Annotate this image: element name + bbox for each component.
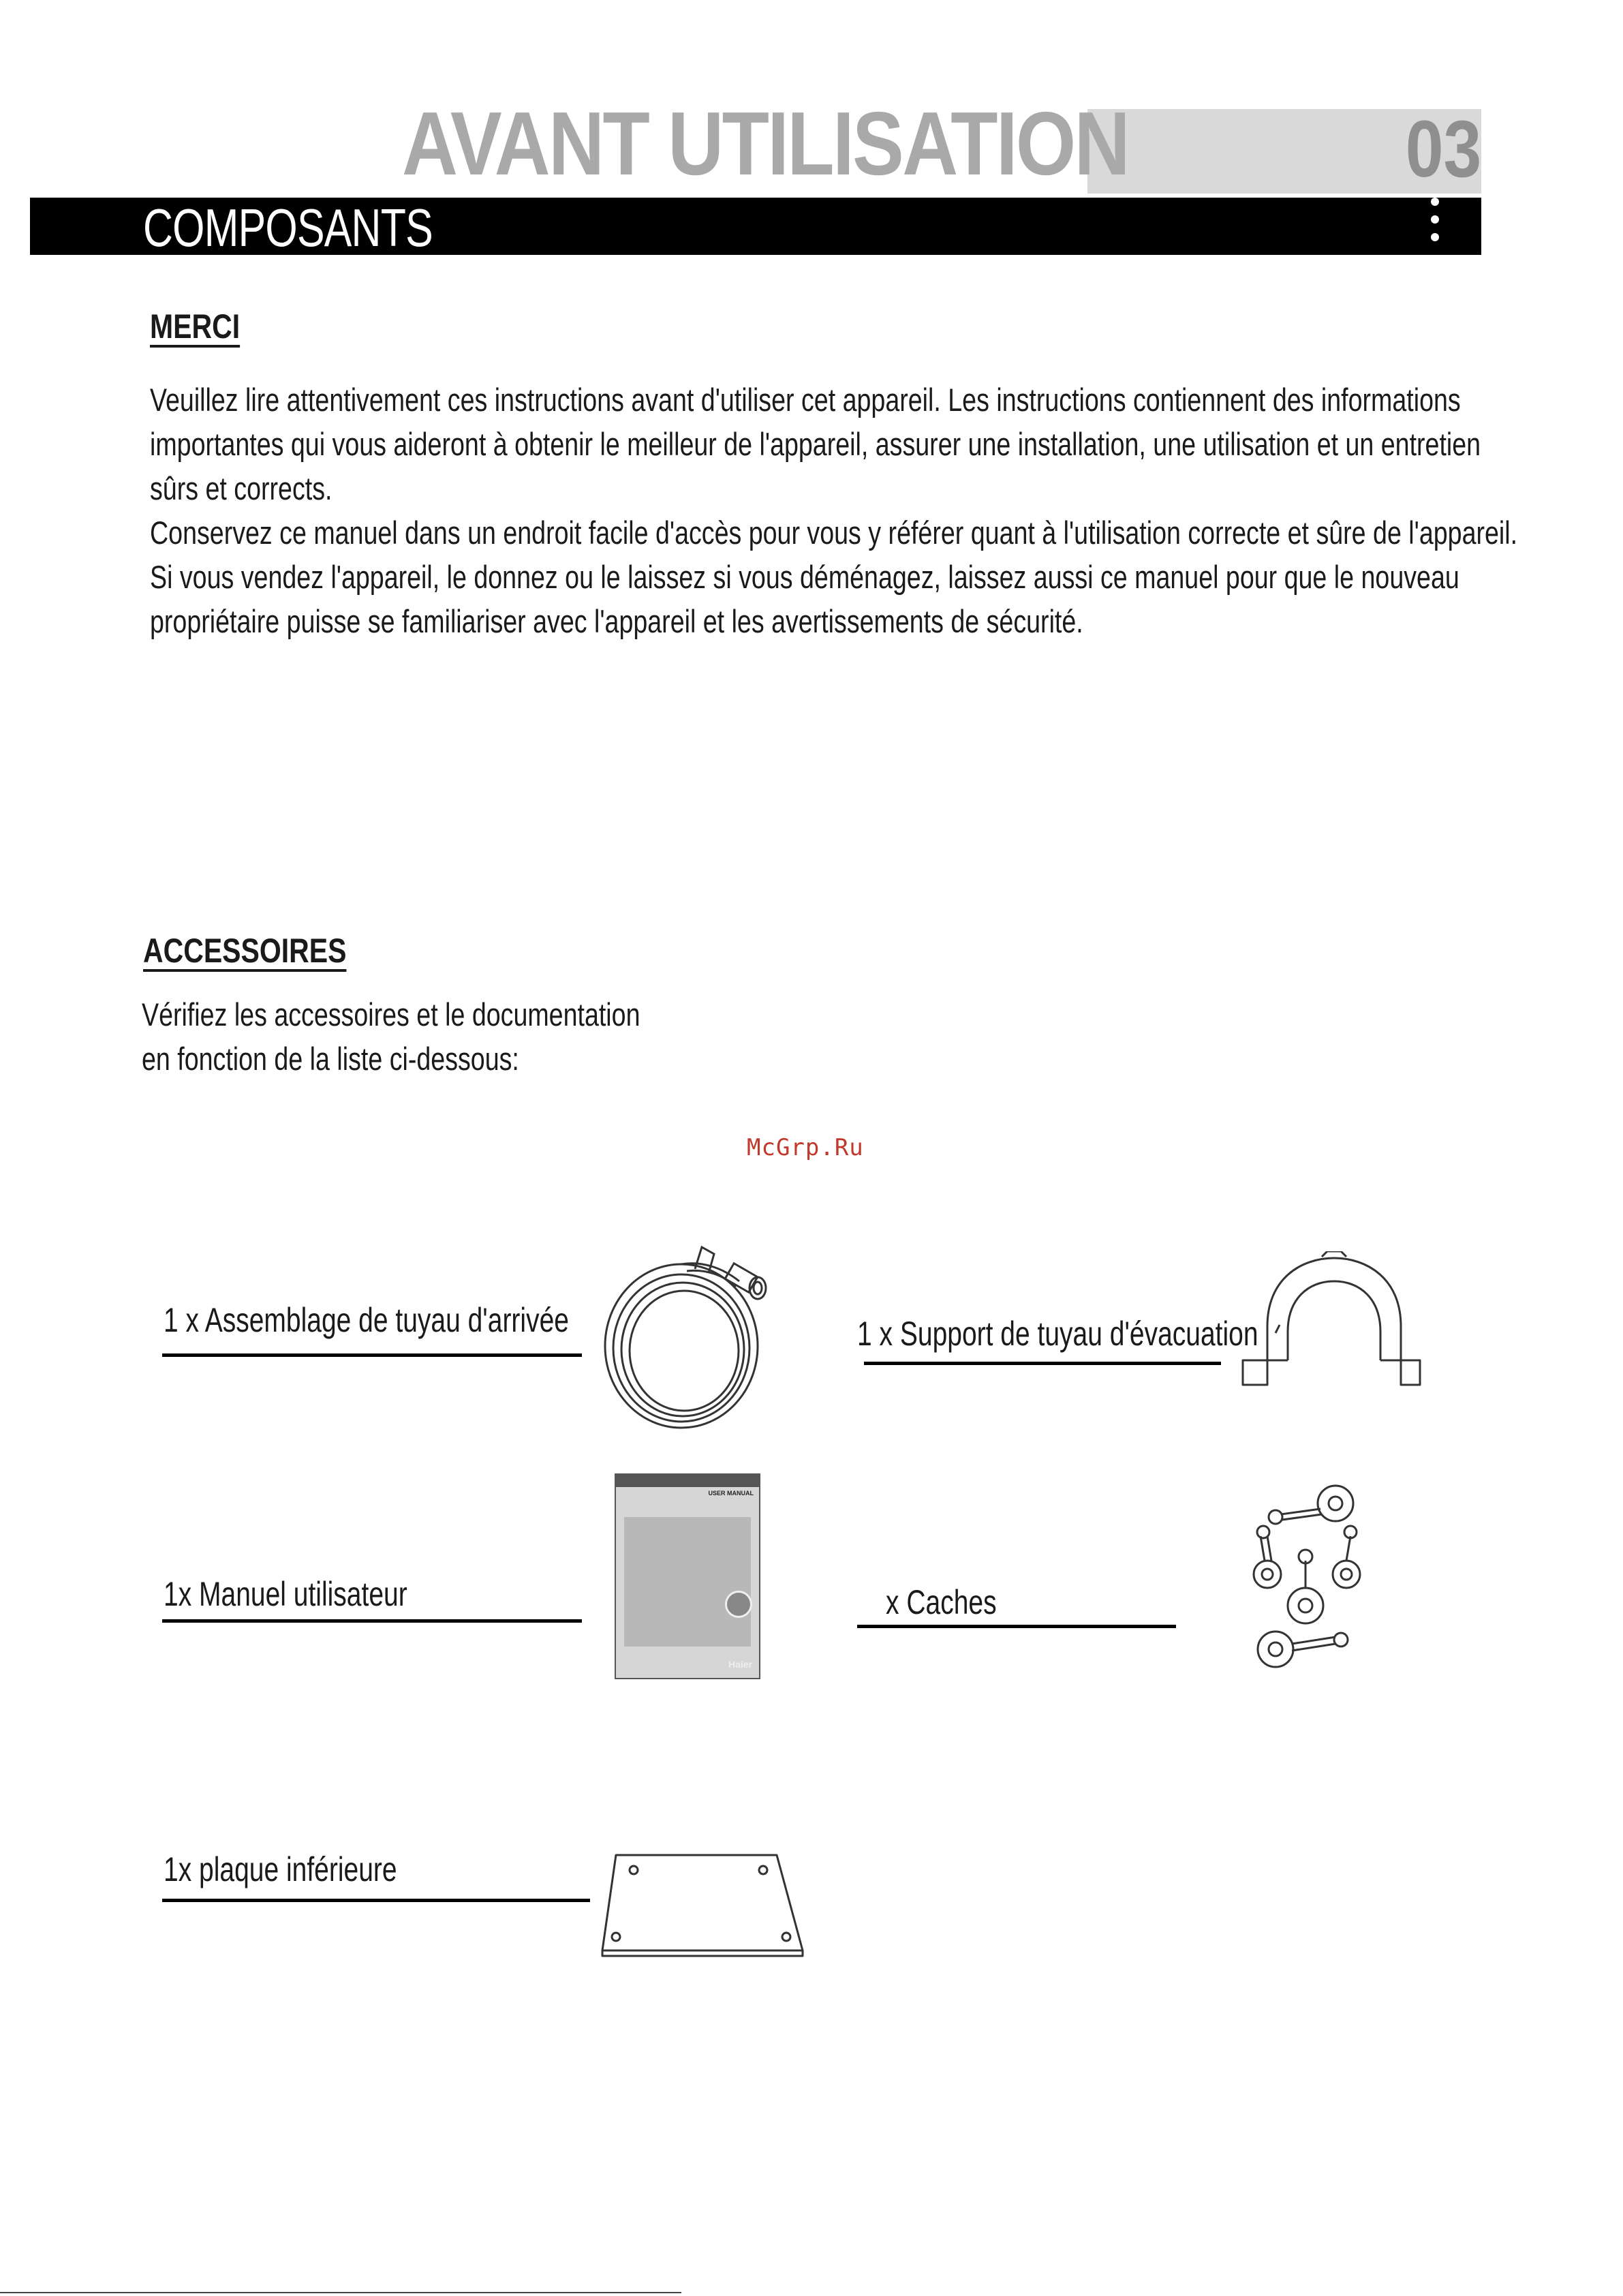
manual-top-band [616,1475,759,1487]
caps-icon [1240,1479,1376,1677]
merci-line: Veuillez lire attentivement ces instructions avant d'utiliser cet appareil. Les instructions contiennent des informations [150,382,1461,418]
item-rule [864,1362,1221,1365]
dots-decoration [1429,198,1440,255]
manual-brand: Haier [728,1659,752,1670]
item-label-inlet-hose: 1 x Assemblage de tuyau d'arrivée [164,1301,569,1339]
section-title: COMPOSANTS [143,198,433,258]
merci-heading: MERCI [150,307,241,346]
footer-divider [0,2292,681,2293]
accessoires-heading: ACCESSOIRES [143,932,347,970]
accessoires-paragraph [142,992,640,1081]
manual-cover-title: USER MANUAL [708,1490,754,1497]
merci-line: Si vous vendez l'appareil, le donnez ou le laissez si vous déménagez, laissez aussi ce manuel pour que le nouveau [150,559,1459,595]
merci-line: sûrs et corrects. [150,470,333,506]
item-rule [162,1619,582,1623]
merci-line: propriétaire puisse se familiariser avec l'appareil et les avertissements de sécurité. [150,603,1083,639]
item-label-drain-support: 1 x Support de tuyau d'évacuation [857,1315,1258,1353]
item-label-caps: x Caches [886,1583,997,1621]
drain-hose-support-icon [1240,1251,1424,1394]
watermark: McGrp.Ru [747,1134,864,1161]
merci-line: importantes qui vous aideront à obtenir le meilleur de l'appareil, assurer une installation, une utilisation et un entretien [150,426,1481,462]
manual-cover-photo [624,1517,751,1647]
merci-line: Conservez ce manuel dans un endroit facile d'accès pour vous y référer quant à l'utilisation correcte et sûre de l'appareil. [150,515,1518,551]
merci-paragraph [150,378,1517,643]
item-rule [857,1625,1176,1628]
item-rule [162,1353,582,1357]
item-label-user-manual: 1x Manuel utilisateur [164,1575,407,1613]
item-rule [162,1899,590,1902]
washer-door-icon [725,1591,752,1618]
item-label-bottom-plate: 1x plaque inférieure [164,1850,397,1888]
accessoires-line: Vérifiez les accessoires et le documentation [142,996,640,1032]
inlet-hose-icon [600,1234,777,1438]
user-manual-icon [615,1473,760,1679]
chapter-title: AVANT UTILISATION [402,93,1129,194]
page-number: 03 [1405,104,1481,194]
accessoires-line: en fonction de la liste ci-dessous: [142,1041,519,1077]
bottom-plate-icon [597,1850,808,1959]
